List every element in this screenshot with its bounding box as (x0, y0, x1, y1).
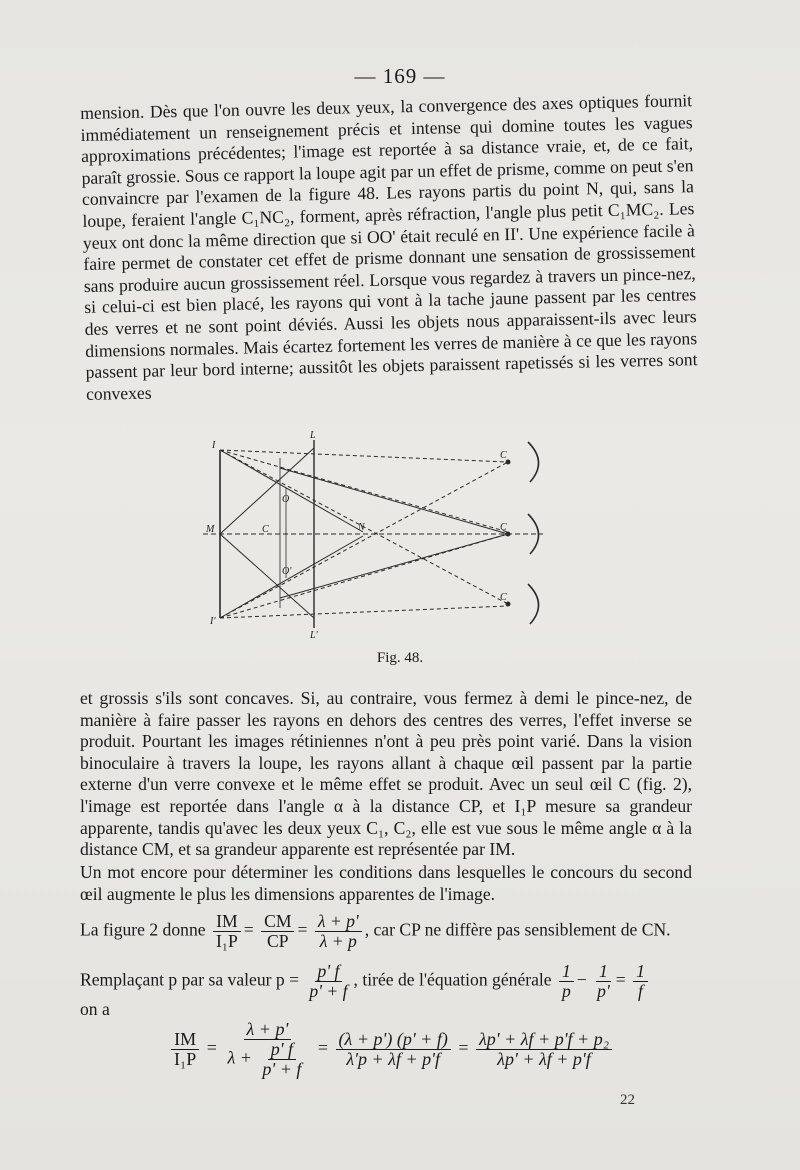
formula-2: Remplaçant p par sa valeur p = $\frac{p' f}{p' + f}$ , tirée de l'équation générale $\frac{1}{p}$ − $\frac{1}{p'}$ = $\frac{1}{f}$ (80, 962, 700, 1001)
label-C-mid: C (500, 522, 507, 533)
formula-2-lead: Remplaçant p par sa valeur p = (80, 969, 300, 990)
label-I-prime: I' (210, 616, 216, 627)
label-L-prime: L' (310, 630, 318, 641)
label-N: N (358, 522, 365, 533)
label-L: L (310, 430, 316, 441)
label-C2: C (500, 592, 507, 603)
formula-1-lead: La figure 2 donne (80, 919, 206, 940)
optics-diagram (198, 428, 578, 648)
on-a-text: on a (80, 999, 110, 1019)
label-O-prime: O' (282, 566, 292, 577)
fraction-im-i1p: $\frac{IM}{\text{I₁P}}$ (213, 912, 241, 951)
label-C: C (262, 524, 269, 535)
fraction-lambda: $\frac{\lambda + p'}{\lambda + p}$ (315, 912, 362, 951)
label-M: M (206, 524, 215, 535)
formula-3: $\frac{IM}{\text{I₁P}}$ = λ + p' λ + $\frac{p' f}{p' + f}$ = $\frac{(\lambda + p') (p' + f)}{\lambda'p + \lambda f + p'f}$ = $\frac{\text{λp' + λf + p'f + p₂}}{\lambda p' + \lambda f + p'f}$ (168, 1020, 615, 1079)
label-I: I (212, 440, 216, 451)
page-number: — 169 — (354, 64, 446, 88)
figure-48 (198, 428, 578, 648)
label-C1: C (500, 450, 507, 461)
paragraph-1: mension. Dès que l'on ouvre les deux yeux, la convergence des axes optiques fournit immédiatement un renseignement précis et intense qui domine toutes les vagues approximations précédentes; l'image est reportée à sa distance vraie, et, de ce fait, paraît grossie. Sous ce rapport la loupe agit par un effet de prisme, comme on peut s'en convaincre par l'examen de la figure 48. Les rayons partis du point N, qui, sans la loupe, feraient l'angle C₁NC₂, forment, après réfraction, l'angle plus petit C₁MC₂. Les yeux ont donc la même direction que si OO' était reculé en II'. Une expérience facile à faire permet de constater cet effet de prisme donnant une sensation de grossissement sans produire aucun grossissement réel. Lorsque vous regardez à travers un pince-nez, si celui-ci est bien placé, les rayons qui vont à la tache jaune passent par les centres des verres et ne sont point déviés. Aussi les objets nous apparaissent-ils avec leurs dimensions normales. Mais écartez fortement les verres de manière à ce que les rayons passent par leur bord interne; aussitôt les objets paraissent rapetissés si les verres sont convexes (80, 90, 698, 404)
fraction-pf: $\frac{p' f}{p' + f}$ (309, 961, 348, 1001)
paragraph-3: Un mot encore pour déterminer les conditions dans lesquelles le concours du second œil augmente le plus les dimensions apparentes de l'image. (80, 862, 692, 904)
eye-top (528, 442, 539, 482)
formula-1: La figure 2 donne $\frac{IM}{\text{I₁P}}$ = $\frac{CM}{CP}$ = $\frac{\lambda + p'}{\lambda + p}$ , car CP ne diffère pas sensiblement de CN. (80, 911, 671, 951)
figure-caption: Fig. 48. (376, 650, 424, 666)
label-O: O (282, 494, 290, 505)
fraction-cm-cp: $\frac{CM}{CP}$ (261, 912, 294, 951)
signature-mark: 22 (620, 1092, 635, 1108)
formula-1-tail: , car CP ne diffère pas sensiblement de CN. (364, 919, 671, 940)
paragraph-2: et grossis s'ils sont concaves. Si, au contraire, vous fermez à demi le pince-nez, de manière à faire passer les rayons en dehors des centres des verres, l'effet inverse se produit. Pourtant les images rétiniennes n'ont à peu près point varié. Dans la vision binoculaire à travers la loupe, les rayons allant à chaque œil passent par la partie externe d'un verre convexe et le même effet se produit. Avec un seul œil C (fig. 2), l'image est reportée dans l'angle α à la distance CP, et I₁P mesure sa grandeur apparente, tandis qu'avec les deux yeux C₁, C₂, elle est vue sous le même angle α à la distance CM, et sa grandeur apparente est représentée par IM. (80, 688, 692, 860)
eye-bottom (528, 584, 539, 624)
